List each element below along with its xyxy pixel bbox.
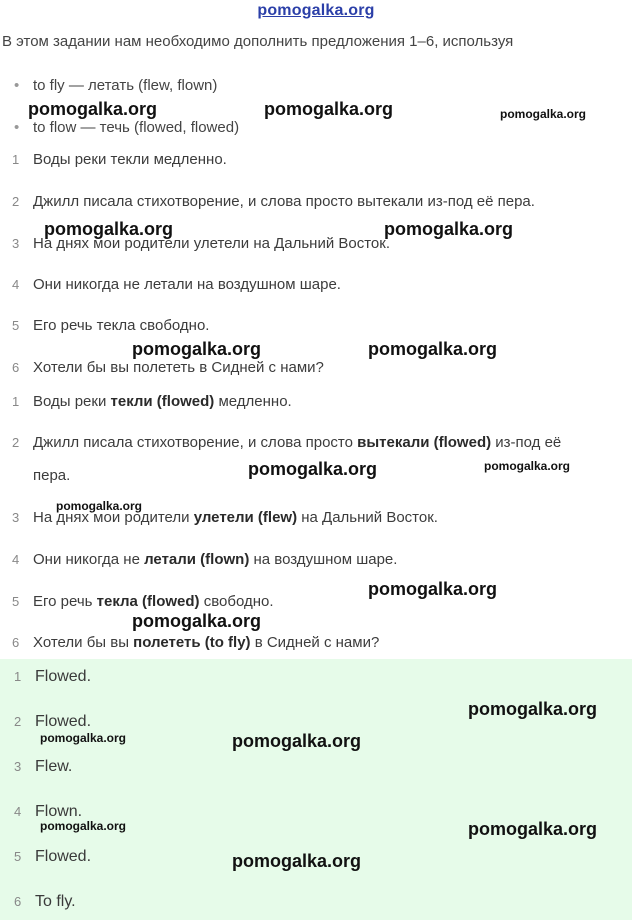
answer-item <box>14 713 91 731</box>
watermark: pomogalka.org <box>500 107 587 121</box>
sentence-text: Воды реки текли медленно. <box>33 151 227 168</box>
sentence-post: на воздушном шаре. <box>249 551 398 568</box>
bullet-icon: • <box>14 77 20 94</box>
vocab-item <box>14 119 239 136</box>
answer-text: Flown. <box>35 803 83 820</box>
watermark: pomogalka.org <box>132 339 262 359</box>
answer-item <box>14 848 91 866</box>
watermark: pomogalka.org <box>232 731 362 751</box>
sentence-number: 6 <box>12 635 20 650</box>
answer-text: Flew. <box>35 758 73 775</box>
bullet-icon: • <box>14 119 20 136</box>
watermark: pomogalka.org <box>484 459 571 473</box>
sentence-pre: На днях мои родители <box>33 509 194 526</box>
vocab-text: to fly — летать (flew, flown) <box>33 77 218 94</box>
watermark: pomogalka.org <box>468 819 598 839</box>
sentence-post: в Сидней с нами? <box>250 634 380 651</box>
answer-number: 2 <box>14 714 22 729</box>
sentence-number: 3 <box>12 510 20 525</box>
sentence-number: 1 <box>12 394 20 409</box>
answer-number: 6 <box>14 894 22 909</box>
watermark: pomogalka.org <box>232 851 362 871</box>
inserted-word: летали (flown) <box>144 551 250 568</box>
sentence-post: из-под её <box>491 434 562 451</box>
sentence-item <box>12 151 227 168</box>
answer-item <box>14 893 76 911</box>
answer-item <box>14 758 72 776</box>
completed-sentence <box>12 593 274 610</box>
intro-text: В этом задании нам необходимо дополнить предложения 1–6, используя <box>2 33 514 50</box>
watermark: pomogalka.org <box>40 731 127 745</box>
answer-text: Flowed. <box>35 713 92 730</box>
answer-number: 3 <box>14 759 22 774</box>
inserted-word: текла (flowed) <box>96 593 200 610</box>
completed-sentence <box>12 551 397 568</box>
sentence-pre: Воды реки <box>33 393 111 410</box>
sentence-item <box>12 359 324 376</box>
sentence-pre: Джилл писала стихотворение, и слова просто <box>33 434 358 451</box>
sentence-number: 5 <box>12 594 20 609</box>
inserted-word: полететь (to fly) <box>133 634 251 651</box>
watermark: pomogalka.org <box>44 219 174 239</box>
answer-text: To fly. <box>35 893 76 910</box>
sentence-post: свободно. <box>199 593 274 610</box>
sentence-pre: Его речь <box>33 593 97 610</box>
site-header-link[interactable]: pomogalka.org <box>257 2 375 19</box>
sentence-text: Его речь текла свободно. <box>33 317 210 334</box>
watermark: pomogalka.org <box>28 99 158 119</box>
sentence-continuation: пера. <box>33 467 71 484</box>
sentence-pre: Они никогда не <box>33 551 145 568</box>
sentence-number: 2 <box>12 194 20 209</box>
watermark: pomogalka.org <box>468 699 598 719</box>
watermark: pomogalka.org <box>40 819 127 833</box>
sentence-number: 5 <box>12 318 20 333</box>
answer-number: 1 <box>14 669 22 684</box>
watermark: pomogalka.org <box>384 219 514 239</box>
vocab-text: to flow — течь (flowed, flowed) <box>33 119 240 136</box>
answer-item <box>14 668 91 686</box>
answer-text: Flowed. <box>35 668 92 685</box>
sentence-number: 3 <box>12 236 20 251</box>
sentence-number: 4 <box>12 277 20 292</box>
completed-sentence <box>12 393 292 410</box>
inserted-word: вытекали (flowed) <box>357 434 492 451</box>
vocab-item <box>14 77 217 94</box>
sentence-text: Они никогда не летали на воздушном шаре. <box>33 276 341 293</box>
answer-number: 5 <box>14 849 22 864</box>
sentence-text: Джилл писала стихотворение, и слова просто вытекали из-под её пера. <box>33 193 535 210</box>
watermark: pomogalka.org <box>264 99 394 119</box>
sentence-text: Хотели бы вы полететь в Сидней с нами? <box>33 359 324 376</box>
watermark: pomogalka.org <box>368 339 498 359</box>
sentence-item <box>12 317 209 334</box>
sentence-number: 6 <box>12 360 20 375</box>
watermark: pomogalka.org <box>56 499 143 513</box>
answer-text: Flowed. <box>35 848 92 865</box>
sentence-number: 4 <box>12 552 20 567</box>
sentence-pre: Хотели бы вы <box>33 634 134 651</box>
sentence-text: На днях мои родители улетели на Дальний Восток. <box>33 235 391 252</box>
completed-sentence <box>12 634 379 651</box>
sentence-post: медленно. <box>214 393 292 410</box>
watermark: pomogalka.org <box>368 579 498 599</box>
completed-sentence <box>12 434 561 451</box>
sentence-number: 2 <box>12 435 20 450</box>
sentence-item <box>12 276 341 293</box>
inserted-word: улетели (flew) <box>193 509 298 526</box>
inserted-word: текли (flowed) <box>110 393 215 410</box>
sentence-number: 1 <box>12 152 20 167</box>
sentence-post: на Дальний Восток. <box>297 509 438 526</box>
answer-number: 4 <box>14 804 22 819</box>
sentence-item <box>12 193 535 210</box>
watermark: pomogalka.org <box>132 611 262 631</box>
watermark: pomogalka.org <box>248 459 378 479</box>
